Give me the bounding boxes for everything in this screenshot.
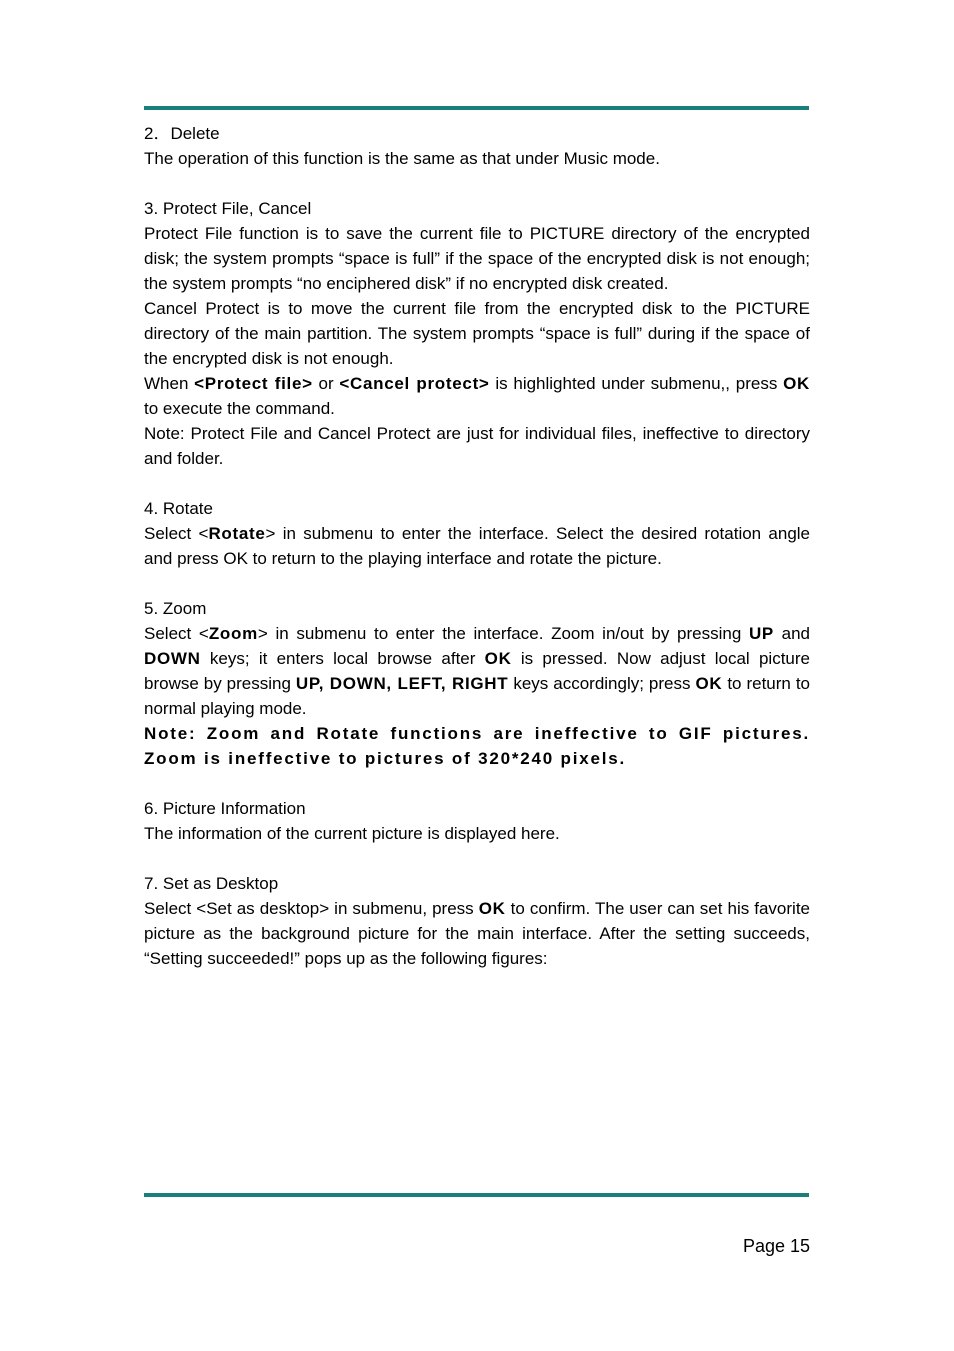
key-ok: OK: [478, 899, 506, 918]
key-zoom: Zoom: [208, 624, 258, 643]
key-ok: OK: [783, 374, 810, 393]
page-body: [144, 121, 810, 971]
protect-note: Note: Protect File and Cancel Protect are just for individual files, ineffective to directory and folder.: [144, 424, 810, 468]
footer-rule: [144, 1193, 809, 1197]
spacer: [144, 171, 810, 196]
spacer: [144, 571, 810, 596]
key-up: UP: [748, 624, 774, 643]
section-heading-picture-info: 6. Picture Information: [144, 799, 306, 818]
section-text-delete: The operation of this function is the same as that under Music mode.: [144, 149, 660, 168]
zoom-note: Note: Zoom and Rotate functions are ineffective to GIF pictures. Zoom is ineffective to pictures of 320*240 pixels.: [144, 724, 810, 768]
key-cancel-protect: <Cancel protect>: [339, 374, 490, 393]
key-protect-file: <Protect file>: [194, 374, 313, 393]
key-rotate: Rotate: [208, 524, 266, 543]
protect-paragraph-2: Cancel Protect is to move the current file from the encrypted disk to the PICTURE directory of the main partition. The system prompts “space is full” during if the space of the encrypted disk is not enough.: [144, 299, 810, 368]
section-heading-set-desktop: 7. Set as Desktop: [144, 874, 279, 893]
spacer: [144, 471, 810, 496]
key-down: DOWN: [144, 649, 201, 668]
spacer: [144, 771, 810, 796]
section-heading-rotate: 4. Rotate: [144, 499, 213, 518]
picture-info-text: The information of the current picture is displayed here.: [144, 824, 560, 843]
rotate-paragraph: Select <Rotate> in submenu to enter the interface. Select the desired rotation angle and press OK to return to the playing interface and rotate the picture.: [144, 524, 811, 568]
key-ok: OK: [484, 649, 512, 668]
page-number: Page 15: [742, 1236, 810, 1256]
header-rule: [144, 106, 809, 110]
key-arrows: UP, DOWN, LEFT, RIGHT: [295, 674, 509, 693]
section-heading-protect: 3. Protect File, Cancel: [144, 199, 312, 218]
set-desktop-paragraph: Select <Set as desktop> in submenu, press OK to confirm. The user can set his favorite picture as the background picture for the main interface. After the setting succeeds, “Setting succeeded!” pops up as the following figures:: [144, 899, 810, 968]
section-heading-delete: 2．Delete: [144, 124, 220, 143]
section-heading-zoom: 5. Zoom: [144, 599, 207, 618]
zoom-paragraph: Select <Zoom> in submenu to enter the interface. Zoom in/out by pressing UP and DOWN keys; it enters local browse after OK is pressed. Now adjust local picture browse by pressing UP, DOWN, LEFT, RIGHT keys accordingly; press OK to return to normal playing mode.: [144, 624, 811, 718]
protect-paragraph-3: When <Protect file> or <Cancel protect> is highlighted under submenu,, press OK to execute the command.: [144, 374, 810, 418]
key-ok: OK: [695, 674, 723, 693]
protect-paragraph-1: Protect File function is to save the current file to PICTURE directory of the encrypted disk; the system prompts “space is full” if the space of the encrypted disk is not enough; the system prompts “no enciphered disk” if no encrypted disk created.: [144, 224, 810, 293]
spacer: [144, 846, 810, 871]
